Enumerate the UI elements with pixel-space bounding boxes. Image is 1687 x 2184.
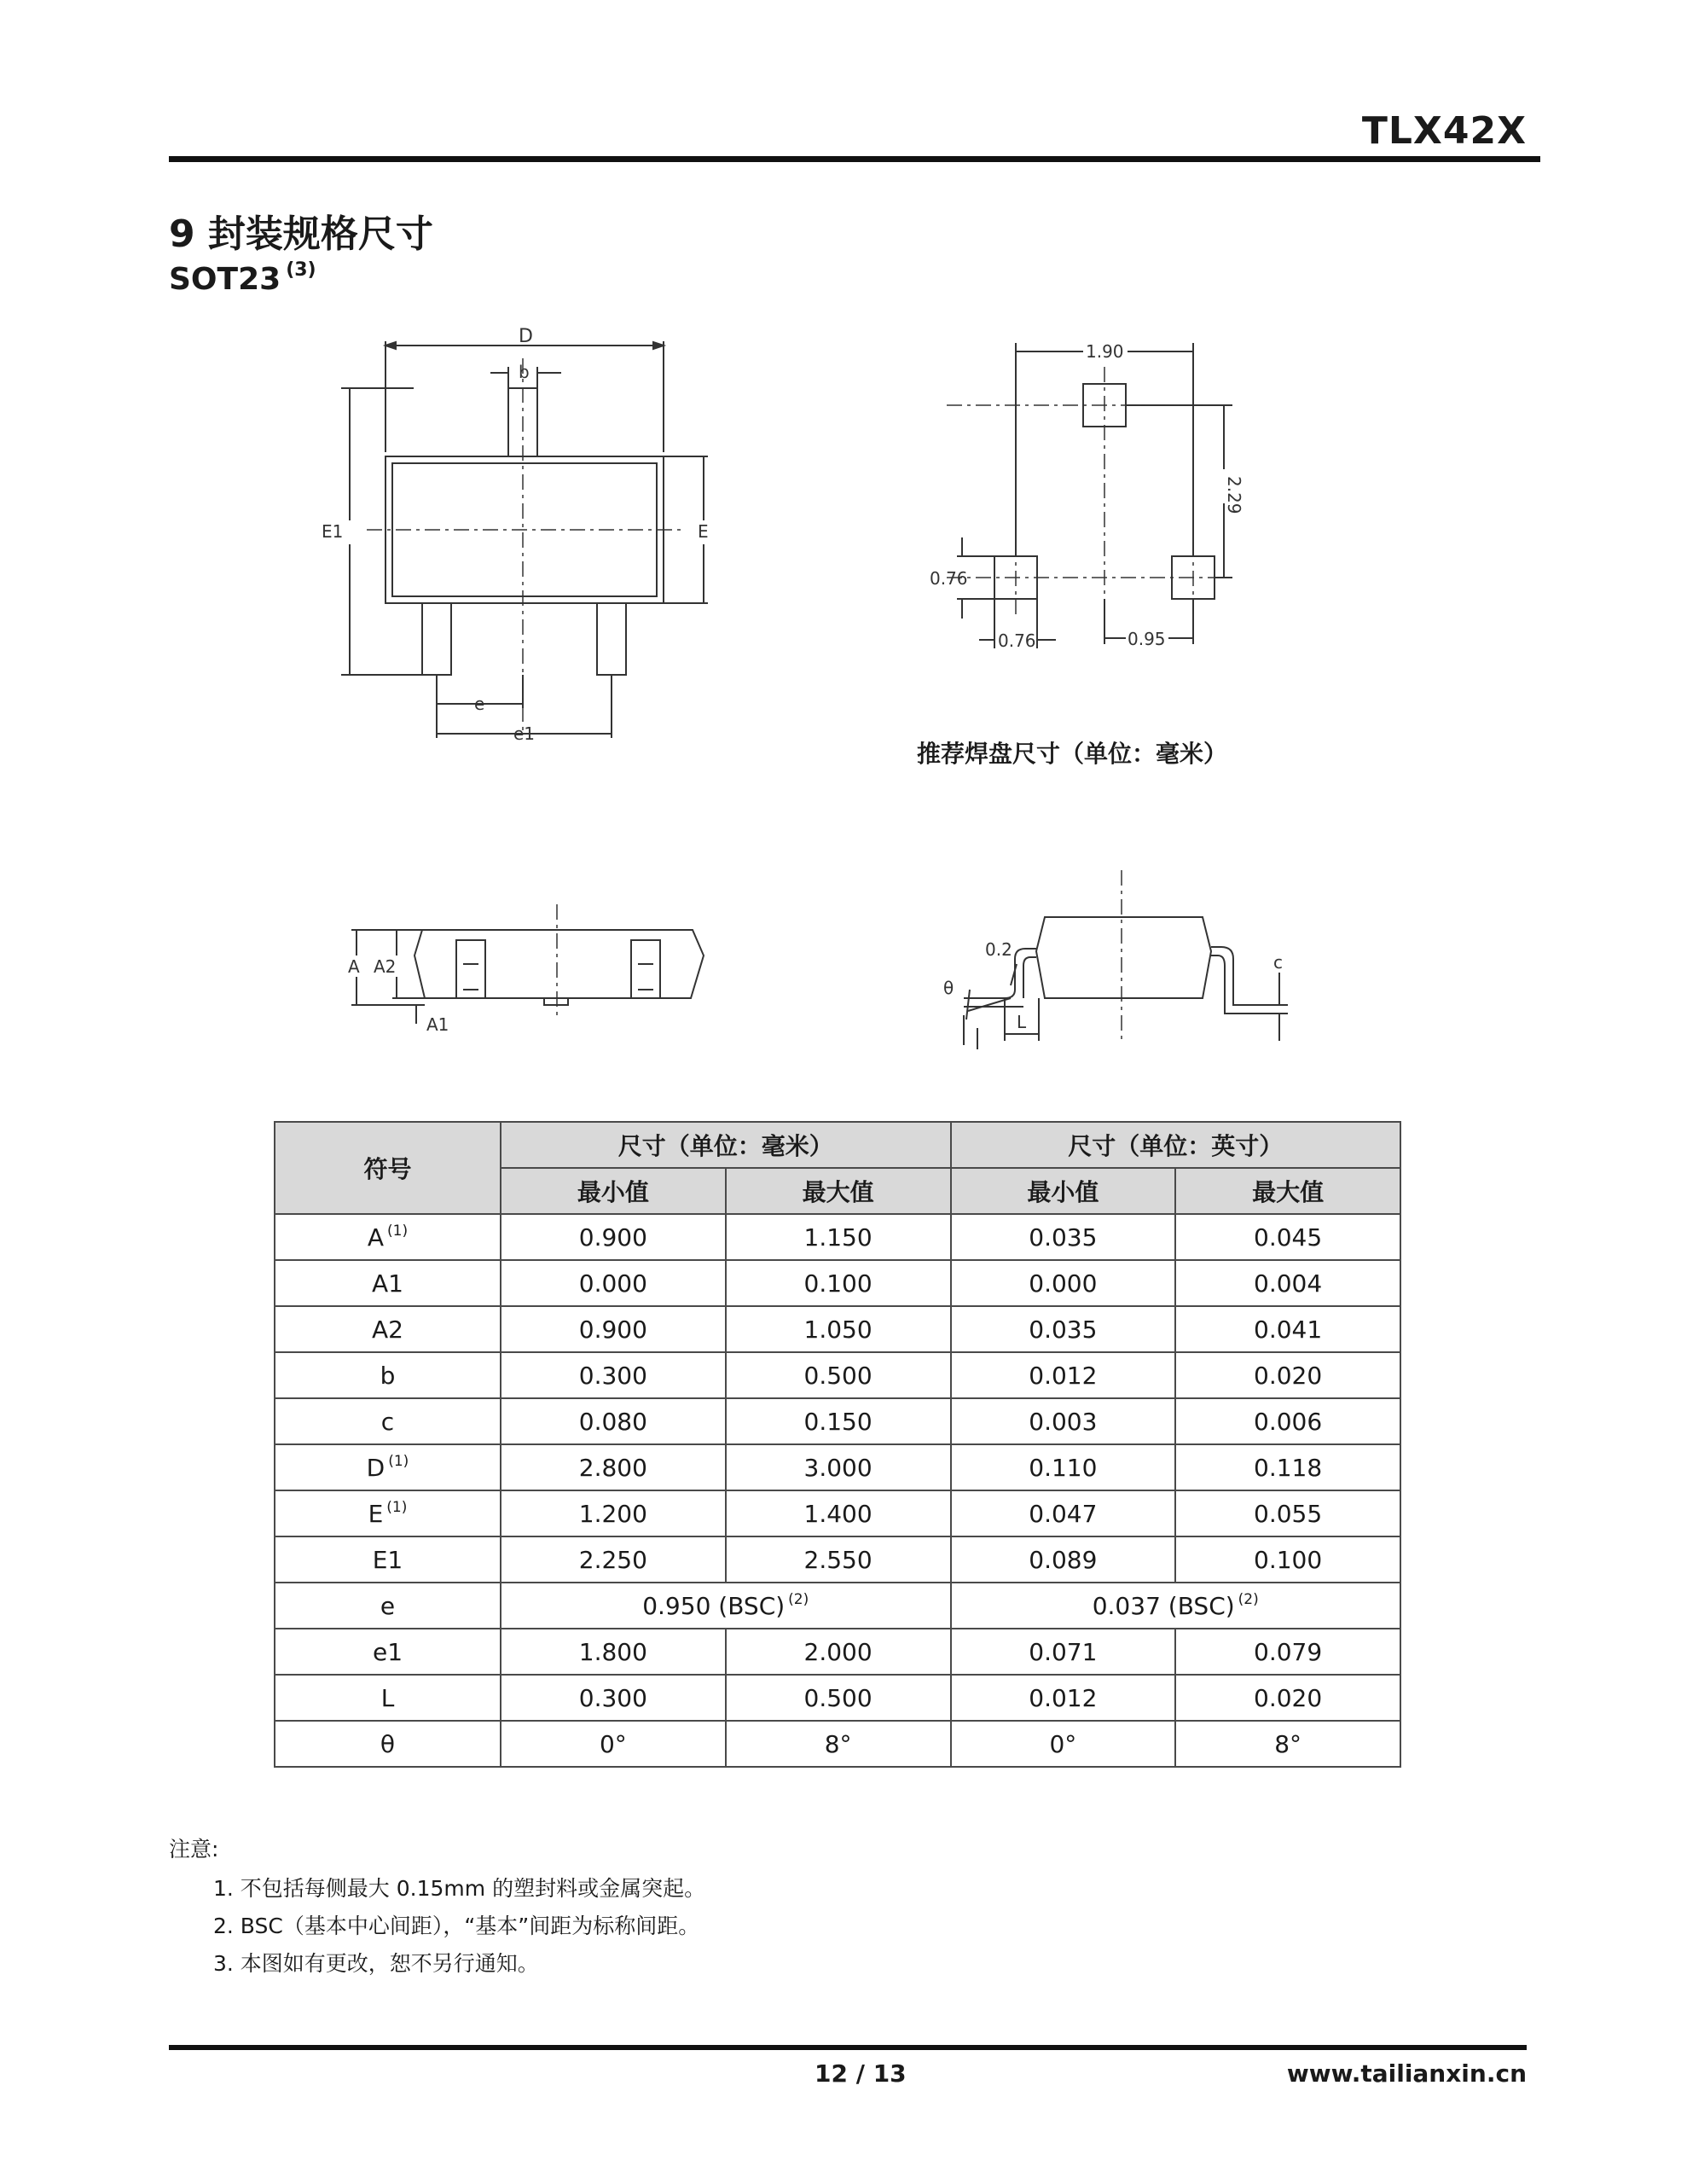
mm-min-cell bbox=[501, 1721, 726, 1767]
inch-max-cell-text: 0.118 bbox=[1254, 1453, 1323, 1482]
symbol-cell-text: E bbox=[368, 1500, 384, 1528]
symbol-cell-text: θ bbox=[380, 1729, 396, 1758]
symbol-cell bbox=[275, 1721, 501, 1767]
inch-min-cell bbox=[951, 1214, 1176, 1260]
mm-max-cell bbox=[726, 1629, 951, 1675]
inch-min-cell bbox=[951, 1306, 1176, 1352]
inch-bsc-cell-text: 0.037 (BSC) bbox=[1092, 1592, 1235, 1620]
pad-dim-229: 2.29 bbox=[1224, 476, 1244, 514]
inch-min-cell bbox=[951, 1490, 1176, 1536]
inch-max-cell bbox=[1175, 1260, 1400, 1306]
dim-A1: A1 bbox=[426, 1014, 449, 1035]
mm-max-cell-text: 8° bbox=[824, 1729, 852, 1758]
footer-rule bbox=[169, 2045, 1527, 2050]
table-row bbox=[275, 1444, 1400, 1490]
pad-dim-190: 1.90 bbox=[1086, 341, 1124, 362]
inch-min-cell bbox=[951, 1352, 1176, 1398]
mm-min-cell bbox=[501, 1444, 726, 1490]
inch-max-cell-text: 0.004 bbox=[1254, 1269, 1323, 1298]
inch-max-cell bbox=[1175, 1721, 1400, 1767]
mm-min-cell bbox=[501, 1214, 726, 1260]
package-name: SOT23 bbox=[169, 262, 281, 297]
symbol-cell bbox=[275, 1214, 501, 1260]
dim-L: L bbox=[1017, 1012, 1027, 1032]
table-row bbox=[275, 1260, 1400, 1306]
inch-max-cell bbox=[1175, 1629, 1400, 1675]
inch-max-cell-text: 0.055 bbox=[1254, 1499, 1323, 1528]
mm-max-cell-text: 0.150 bbox=[803, 1407, 872, 1436]
inch-max-cell-text: 0.041 bbox=[1254, 1315, 1323, 1344]
symbol-cell-text: A bbox=[367, 1223, 385, 1252]
symbol-cell bbox=[275, 1352, 501, 1398]
symbol-cell-text: L bbox=[380, 1683, 395, 1712]
inch-max-cell bbox=[1175, 1675, 1400, 1721]
header-rule bbox=[169, 156, 1540, 162]
inch-min-cell bbox=[951, 1260, 1176, 1306]
pad-dim-095: 0.95 bbox=[1128, 629, 1166, 649]
inch-max-cell bbox=[1175, 1444, 1400, 1490]
mm-max-cell bbox=[726, 1536, 951, 1583]
pad-dim-076-horizontal: 0.76 bbox=[998, 630, 1036, 651]
header-title: TLX42X bbox=[1361, 109, 1527, 153]
inch-max-cell-text: 0.045 bbox=[1254, 1223, 1323, 1252]
inch-bsc-cell-note: (2) bbox=[1238, 1591, 1259, 1608]
dim-A2: A2 bbox=[374, 956, 397, 977]
inch-min-cell-text: 0.035 bbox=[1029, 1315, 1098, 1344]
table-row bbox=[275, 1675, 1400, 1721]
symbol-header: 符号 bbox=[275, 1122, 501, 1214]
mm-max-cell-text: 2.000 bbox=[803, 1637, 872, 1666]
symbol-cell bbox=[275, 1260, 501, 1306]
mm-min-cell bbox=[501, 1352, 726, 1398]
mm-min-cell-text: 1.200 bbox=[578, 1499, 647, 1528]
mm-min-cell-text: 0.080 bbox=[578, 1407, 647, 1436]
dim-D: D bbox=[519, 326, 533, 347]
symbol-cell bbox=[275, 1398, 501, 1444]
inch-min-header: 最小值 bbox=[951, 1168, 1176, 1214]
table-row bbox=[275, 1583, 1400, 1629]
mm-max-cell-text: 0.500 bbox=[803, 1683, 872, 1712]
dim-theta: θ bbox=[943, 978, 954, 998]
mm-max-cell bbox=[726, 1352, 951, 1398]
symbol-cell bbox=[275, 1583, 501, 1629]
mm-max-header: 最大值 bbox=[726, 1168, 951, 1214]
table-row bbox=[275, 1721, 1400, 1767]
mm-max-cell-text: 1.050 bbox=[803, 1315, 872, 1344]
mm-max-cell bbox=[726, 1675, 951, 1721]
mm-min-cell-text: 1.800 bbox=[578, 1637, 647, 1666]
table-row bbox=[275, 1536, 1400, 1583]
mm-min-cell-text: 2.800 bbox=[578, 1453, 647, 1482]
inch-max-cell-text: 0.020 bbox=[1254, 1683, 1323, 1712]
mm-min-cell bbox=[501, 1306, 726, 1352]
dim-A: A bbox=[348, 956, 360, 977]
inch-min-cell-text: 0.110 bbox=[1029, 1453, 1098, 1482]
symbol-cell bbox=[275, 1675, 501, 1721]
dim-c: c bbox=[1273, 952, 1283, 973]
inch-min-cell bbox=[951, 1721, 1176, 1767]
mm-max-cell-text: 3.000 bbox=[803, 1453, 872, 1482]
inch-min-cell-text: 0.089 bbox=[1029, 1545, 1098, 1574]
inch-max-cell bbox=[1175, 1352, 1400, 1398]
inch-max-cell bbox=[1175, 1306, 1400, 1352]
side-view-drawing bbox=[341, 904, 733, 1049]
top-view-drawing bbox=[307, 324, 751, 751]
note-2: 2. BSC（基本中心间距），“基本”间距为标称间距。 bbox=[213, 1914, 700, 1938]
mm-min-cell bbox=[501, 1675, 726, 1721]
mm-max-cell bbox=[726, 1444, 951, 1490]
mm-min-cell bbox=[501, 1629, 726, 1675]
inch-min-cell-text: 0.000 bbox=[1029, 1269, 1098, 1298]
symbol-cell-text: e bbox=[380, 1591, 396, 1620]
inch-min-cell bbox=[951, 1398, 1176, 1444]
inch-max-cell bbox=[1175, 1536, 1400, 1583]
package-title bbox=[169, 259, 316, 297]
mm-min-cell-text: 0.900 bbox=[578, 1315, 647, 1344]
table-row bbox=[275, 1214, 1400, 1260]
table-row bbox=[275, 1398, 1400, 1444]
inch-min-cell-text: 0° bbox=[1049, 1729, 1077, 1758]
inch-bsc-cell bbox=[951, 1583, 1401, 1629]
land-pattern-caption: 推荐焊盘尺寸（单位：毫米） bbox=[917, 740, 1228, 768]
inch-min-cell-text: 0.035 bbox=[1029, 1223, 1098, 1252]
table-row bbox=[275, 1490, 1400, 1536]
inch-min-cell bbox=[951, 1444, 1176, 1490]
mm-bsc-cell bbox=[501, 1583, 951, 1629]
symbol-cell-text: b bbox=[380, 1361, 396, 1390]
inch-max-cell-text: 0.079 bbox=[1254, 1637, 1323, 1666]
inch-max-cell-text: 8° bbox=[1274, 1729, 1302, 1758]
mm-min-cell bbox=[501, 1260, 726, 1306]
table-row bbox=[275, 1352, 1400, 1398]
mm-min-cell bbox=[501, 1536, 726, 1583]
mm-max-cell bbox=[726, 1214, 951, 1260]
symbol-cell bbox=[275, 1444, 501, 1490]
dimension-table bbox=[274, 1121, 1401, 1768]
mm-max-cell bbox=[726, 1306, 951, 1352]
mm-min-cell-text: 2.250 bbox=[578, 1545, 647, 1574]
mm-max-cell-text: 1.400 bbox=[803, 1499, 872, 1528]
mm-min-cell-text: 0.900 bbox=[578, 1223, 647, 1252]
symbol-cell-note: (1) bbox=[386, 1499, 408, 1516]
mm-max-cell-text: 1.150 bbox=[803, 1223, 872, 1252]
inch-max-cell bbox=[1175, 1490, 1400, 1536]
mm-max-cell bbox=[726, 1721, 951, 1767]
table-row bbox=[275, 1306, 1400, 1352]
package-note: (3) bbox=[286, 259, 316, 281]
dim-e1: e1 bbox=[513, 723, 536, 744]
inch-min-cell bbox=[951, 1675, 1176, 1721]
dim-E1: E1 bbox=[322, 521, 344, 542]
inch-min-cell-text: 0.003 bbox=[1029, 1407, 1098, 1436]
mm-header: 尺寸（单位：毫米） bbox=[501, 1122, 951, 1168]
inch-min-cell bbox=[951, 1536, 1176, 1583]
symbol-cell-note: (1) bbox=[388, 1453, 409, 1470]
mm-max-cell-text: 0.100 bbox=[803, 1269, 872, 1298]
note-1: 1. 不包括每侧最大 0.15mm 的塑封料或金属突起。 bbox=[213, 1876, 706, 1901]
inch-header: 尺寸（单位：英寸） bbox=[951, 1122, 1401, 1168]
section-title: 9 封装规格尺寸 bbox=[169, 212, 433, 256]
mm-min-cell-text: 0° bbox=[599, 1729, 627, 1758]
inch-min-cell-text: 0.012 bbox=[1029, 1361, 1098, 1390]
lead-detail-drawing bbox=[930, 870, 1305, 1075]
inch-max-cell-text: 0.020 bbox=[1254, 1361, 1323, 1390]
mm-max-cell-text: 2.550 bbox=[803, 1545, 872, 1574]
mm-bsc-cell-note: (2) bbox=[788, 1591, 809, 1608]
mm-max-cell bbox=[726, 1490, 951, 1536]
inch-min-cell bbox=[951, 1629, 1176, 1675]
symbol-cell bbox=[275, 1536, 501, 1583]
inch-max-cell bbox=[1175, 1398, 1400, 1444]
dim-e: e bbox=[474, 694, 485, 714]
inch-max-cell bbox=[1175, 1214, 1400, 1260]
dimension-table-body bbox=[275, 1214, 1400, 1767]
mm-bsc-cell-text: 0.950 (BSC) bbox=[642, 1592, 786, 1620]
mm-min-header: 最小值 bbox=[501, 1168, 726, 1214]
mm-min-cell-text: 0.300 bbox=[578, 1361, 647, 1390]
symbol-cell-text: A1 bbox=[372, 1269, 403, 1298]
inch-min-cell-text: 0.047 bbox=[1029, 1499, 1098, 1528]
pad-dim-076-vertical: 0.76 bbox=[930, 568, 968, 589]
land-pattern-drawing bbox=[930, 333, 1288, 674]
inch-max-cell-text: 0.006 bbox=[1254, 1407, 1323, 1436]
symbol-cell-note: (1) bbox=[387, 1223, 409, 1240]
symbol-cell-text: c bbox=[380, 1407, 395, 1436]
mm-min-cell-text: 0.000 bbox=[578, 1269, 647, 1298]
mm-max-cell-text: 0.500 bbox=[803, 1361, 872, 1390]
inch-min-cell-text: 0.012 bbox=[1029, 1683, 1098, 1712]
inch-max-header: 最大值 bbox=[1175, 1168, 1400, 1214]
mm-max-cell bbox=[726, 1398, 951, 1444]
note-3: 3. 本图如有更改，恕不另行通知。 bbox=[213, 1951, 539, 1976]
mm-min-cell bbox=[501, 1398, 726, 1444]
symbol-cell bbox=[275, 1306, 501, 1352]
symbol-cell-text: A2 bbox=[372, 1315, 403, 1344]
mm-max-cell bbox=[726, 1260, 951, 1306]
mm-min-cell-text: 0.300 bbox=[578, 1683, 647, 1712]
symbol-cell-text: E1 bbox=[372, 1545, 403, 1574]
table-row bbox=[275, 1629, 1400, 1675]
website: www.tailianxin.cn bbox=[1286, 2059, 1527, 2088]
inch-max-cell-text: 0.100 bbox=[1254, 1545, 1323, 1574]
symbol-cell-text: D bbox=[366, 1454, 386, 1482]
dim-b: b bbox=[519, 362, 530, 382]
page-number: 12 / 13 bbox=[815, 2059, 907, 2088]
dim-radius: 0.2 bbox=[985, 939, 1012, 960]
dim-E: E bbox=[698, 521, 709, 542]
notes-title: 注意: bbox=[169, 1837, 219, 1862]
symbol-cell bbox=[275, 1629, 501, 1675]
symbol-cell-text: e1 bbox=[372, 1637, 403, 1666]
symbol-cell bbox=[275, 1490, 501, 1536]
inch-min-cell-text: 0.071 bbox=[1029, 1637, 1098, 1666]
mm-min-cell bbox=[501, 1490, 726, 1536]
